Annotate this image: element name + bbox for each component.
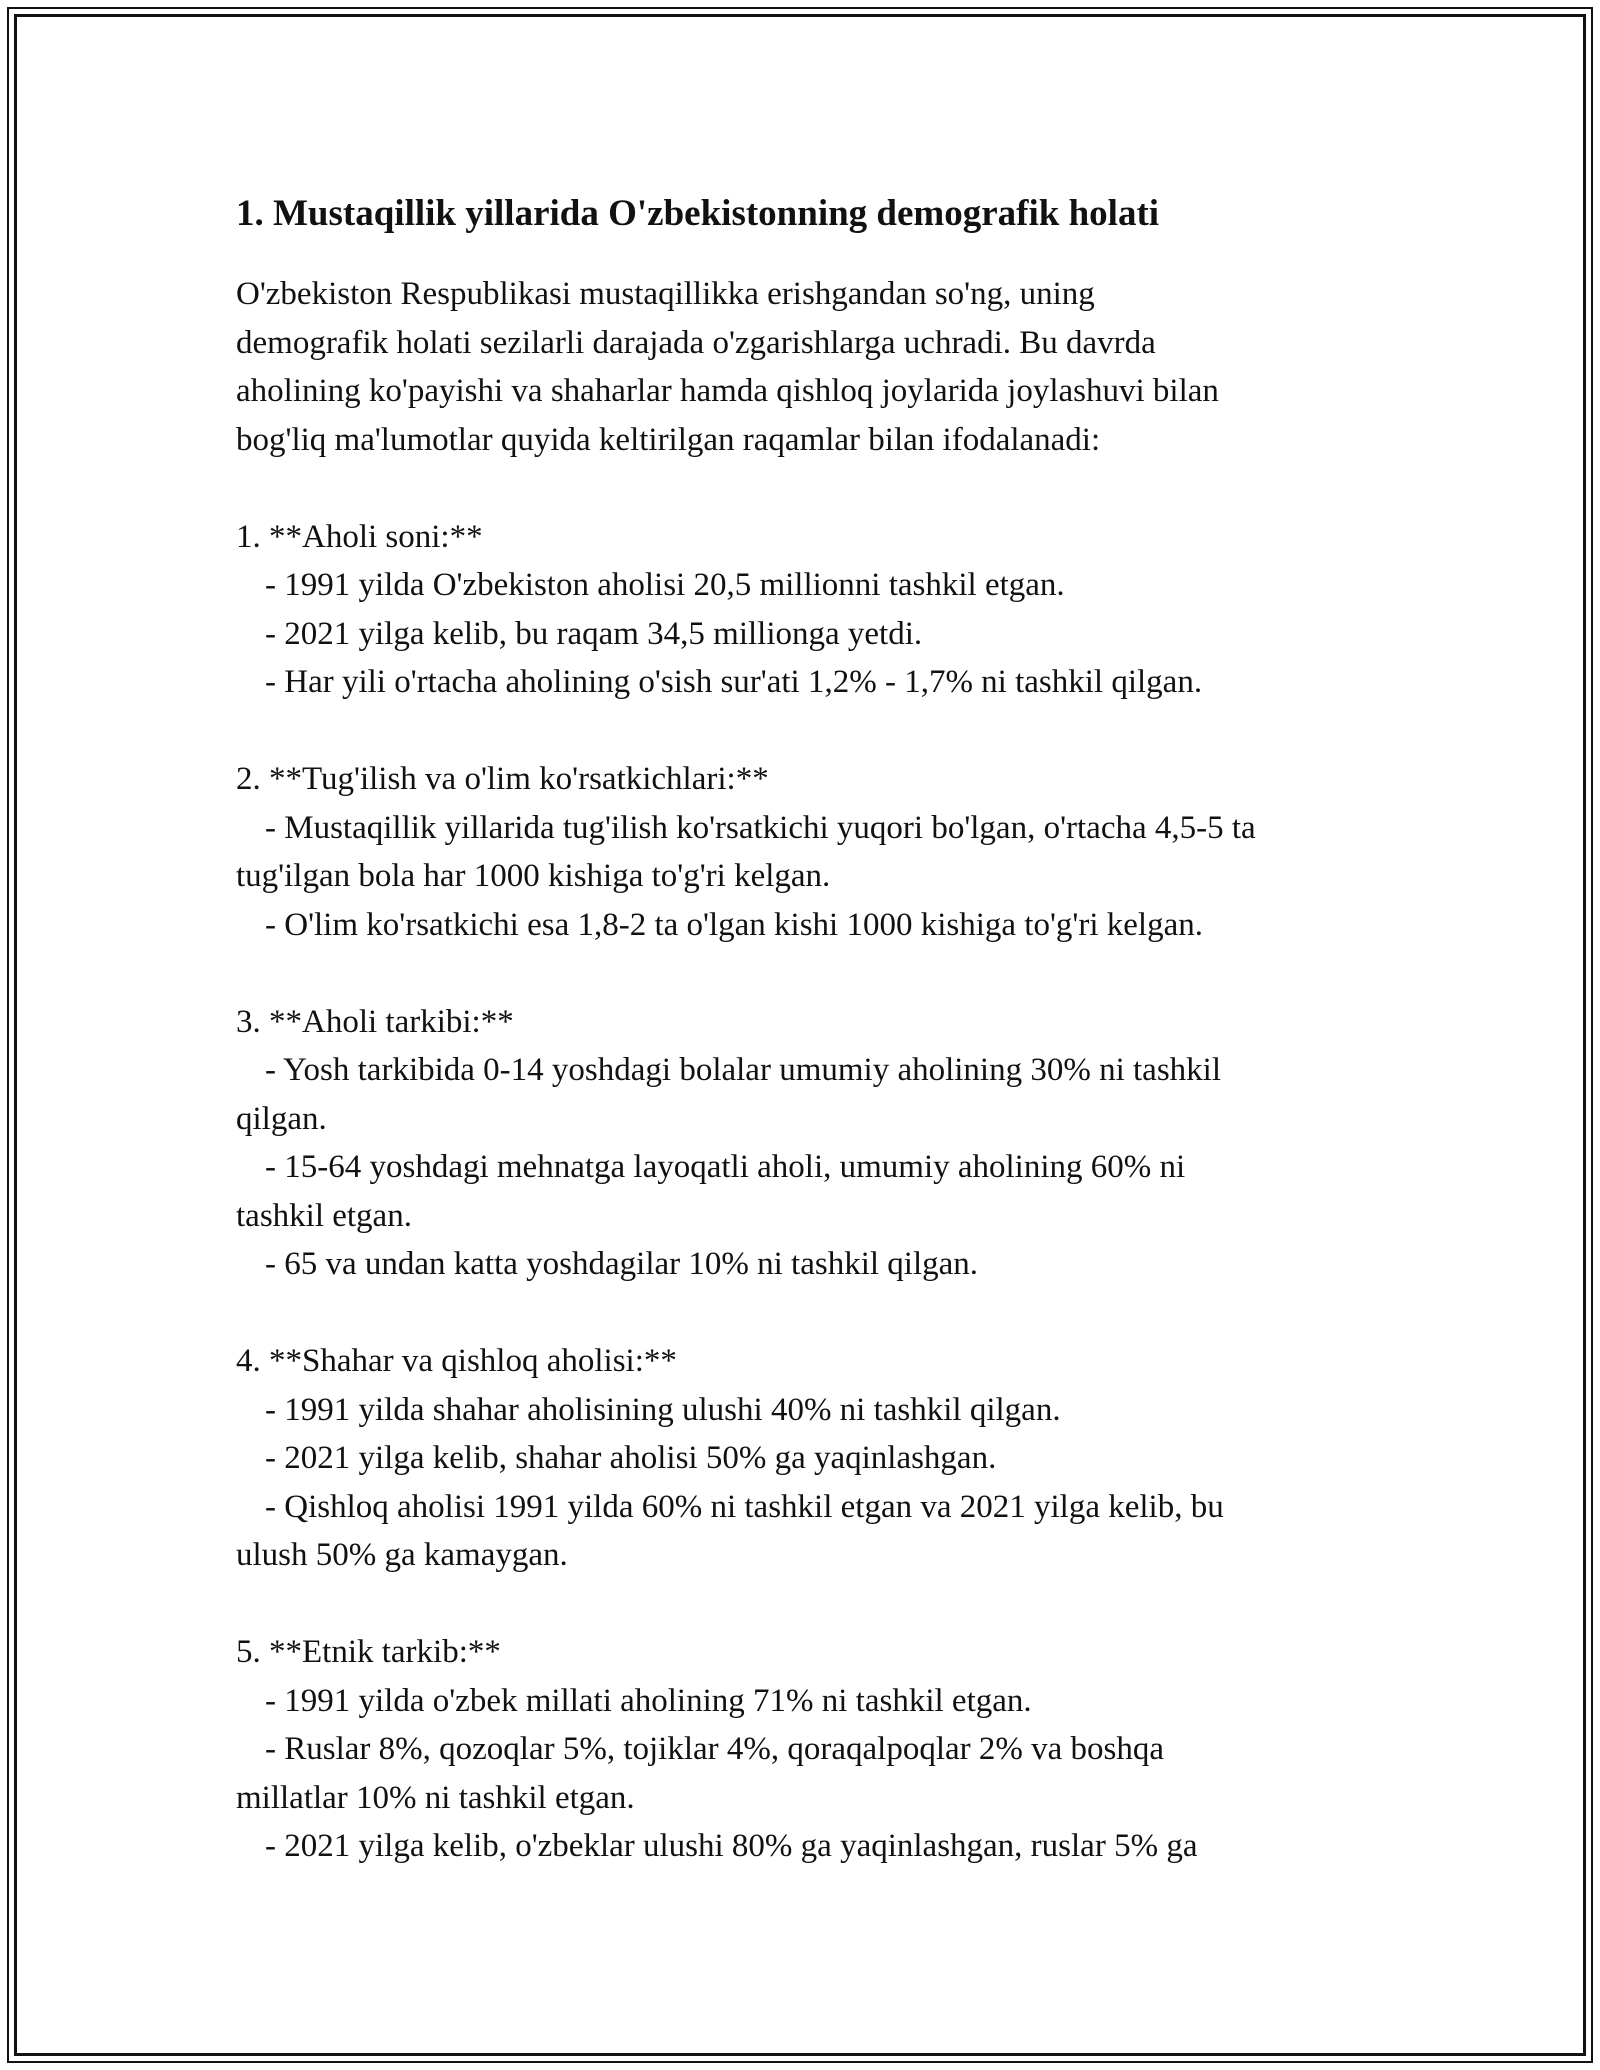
intro-line: demografik holati sezilarli darajada o'zgarishlarga uchradi. Bu davrda <box>236 324 1156 361</box>
intro-line: O'zbekiston Respublikasi mustaqillikka erishgandan so'ng, uning <box>236 276 1095 312</box>
bullet-item: - Qishloq aholisi 1991 yilda 60% ni tashkil etgan va 2021 yilga kelib, bu ulush 50% ga kamaygan. <box>236 1488 1224 1573</box>
bullet-item: - 1991 yilda shahar aholisining ulushi 40% ni tashkil qilgan. <box>265 1391 1061 1428</box>
section-aholi-soni <box>236 513 1386 707</box>
bullet-item: - 2021 yilga kelib, bu raqam 34,5 millionga yetdi. <box>265 615 923 652</box>
section-heading: 2. **Tug'ilish va o'lim ko'rsatkichlari:** <box>236 761 769 797</box>
section-etnik-tarkib <box>236 1628 1386 1871</box>
section-heading: 1. **Aholi soni:** <box>236 518 483 555</box>
intro-paragraph <box>236 270 1386 464</box>
intro-line: aholining ko'payishi va shaharlar hamda qishloq joylarida joylashuvi bilan <box>236 373 1219 409</box>
bullet-item: - 1991 yilda O'zbekiston aholisi 20,5 millionni tashkil etgan. <box>265 567 1065 603</box>
bullet-item: - Ruslar 8%, qozoqlar 5%, tojiklar 4%, qoraqalpoqlar 2% va boshqa millatlar 10% ni tashkil etgan. <box>236 1731 1165 1816</box>
bullet-item: - 2021 yilga kelib, shahar aholisi 50% ga yaqinlashgan. <box>265 1440 997 1476</box>
section-heading: 4. **Shahar va qishloq aholisi:** <box>236 1343 677 1379</box>
section-heading: 3. **Aholi tarkibi:** <box>236 1003 514 1040</box>
bullet-item: - 2021 yilga kelib, o'zbeklar ulushi 80% ga yaqinlashgan, ruslar 5% ga <box>265 1828 1198 1864</box>
document-body <box>236 184 1386 1919</box>
bullet-item: - 65 va undan katta yoshdagilar 10% ni tashkil qilgan. <box>265 1246 979 1282</box>
bullet-item: - Har yili o'rtacha aholining o'sish sur'ati 1,2% - 1,7% ni tashkil qilgan. <box>265 664 1203 700</box>
document-title: 1. Mustaqillik yillarida O'zbekistonning demografik holati <box>236 193 1160 234</box>
section-tugilish-olim <box>236 755 1386 949</box>
bullet-item: - O'lim ko'rsatkichi esa 1,8-2 ta o'lgan kishi 1000 kishiga to'g'ri kelgan. <box>265 906 1203 943</box>
section-heading: 5. **Etnik tarkib:** <box>236 1634 501 1670</box>
bullet-item: - Yosh tarkibida 0-14 yoshdagi bolalar umumiy aholining 30% ni tashkil qilgan. <box>236 1052 1222 1137</box>
bullet-item: - 15-64 yoshdagi mehnatga layoqatli aholi, umumiy aholining 60% ni tashkil etgan. <box>236 1149 1186 1234</box>
intro-line: bog'liq ma'lumotlar quyida keltirilgan raqamlar bilan ifodalanadi: <box>236 421 1101 458</box>
bullet-item: - 1991 yilda o'zbek millati aholining 71% ni tashkil etgan. <box>265 1682 1032 1719</box>
bullet-item: - Mustaqillik yillarida tug'ilish ko'rsatkichi yuqori bo'lgan, o'rtacha 4,5-5 ta tug'ilgan bola har 1000 kishiga to'g'ri kelgan. <box>236 809 1256 894</box>
section-shahar-qishloq <box>236 1337 1386 1580</box>
section-aholi-tarkibi <box>236 998 1386 1289</box>
